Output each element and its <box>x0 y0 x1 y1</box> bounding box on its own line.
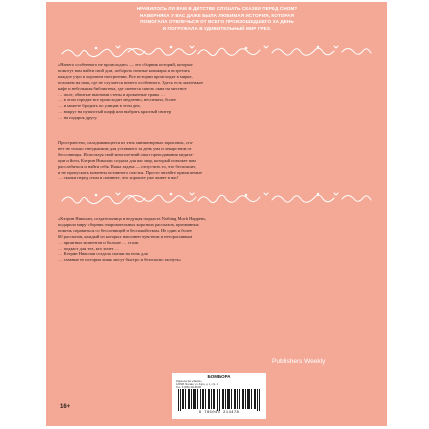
text-line: … в этом городке все происходит медленно, неспешно, более <box>58 97 176 103</box>
text-line: «Ничего особенного не происходит» — это сборник историй, которые <box>58 62 193 67</box>
text-line: и не пропускать моменты истинного счастья. Просто читайте прилагаемые <box>58 169 202 175</box>
publisher-barcode-block <box>172 373 266 419</box>
publisher-logo: БОМБОРА <box>207 374 231 379</box>
text-line: бессонницы. Используя свой многолетний опыт преподавания медита- <box>58 151 194 157</box>
text-line: помогут вам найти свой дом, побороть ночные кошмары и встретить <box>58 67 190 73</box>
text-line: … Кэтрин Николаи создала сказки на ночь для <box>58 251 148 257</box>
text-line: Пространство, складывающееся из этих миниатюрных зарисовок, ста- <box>58 140 194 145</box>
text-line: … подкаст для тех, кто хочет … <box>58 245 120 251</box>
publisher-info-line: Тел.: 8 (495) 411-68-86 <box>176 386 201 389</box>
text-line: ции и йоги, Кэтрин Николаи создала для вас мир, который поможет вам <box>58 157 196 163</box>
text-line: … на подарок другу. <box>58 115 98 121</box>
intro-line: И ПОГРУЖАЛА В УДИВИТЕЛЬНЫЙ МИР ГРЕЗ. <box>162 25 272 31</box>
quote-source: Publishers Weekly <box>272 358 326 365</box>
flourish-divider-icon <box>56 42 378 60</box>
publisher-info-line: Издательство «Эксмо» <box>176 380 202 383</box>
text-line: подарила миру сборник очаровательных коротких рассказов, призванных <box>58 221 199 227</box>
description-paragraph-2 <box>58 140 376 181</box>
text-line: 60 рассказов, каждый из которых наполнен чувством и неторопливым <box>58 233 193 239</box>
text-line: каждое утро в хорошем настроении. Все истории происходят в мирке, <box>58 73 193 79</box>
description-paragraph-1 <box>58 62 376 121</box>
publisher-info <box>176 380 262 389</box>
intro-block <box>54 6 380 32</box>
isbn-number: 9 785041 214478 <box>198 411 240 415</box>
barcode-icon <box>178 389 260 411</box>
review-quote <box>58 216 376 263</box>
text-line: … сказки перед сном и помните, что хорошее уже живет в вас! <box>58 175 179 181</box>
text-line: нет не только гнездышком для уставшего за день ума и лекарством от <box>58 145 192 151</box>
text-line: «Кэтрин Николаи, создательница и ведущая подкаста Nothing Much Happens, <box>58 216 206 221</box>
age-rating: 16+ <box>60 404 71 410</box>
text-line: похожем на наш, где не случается ничего особенного. Здесь есть маленькое <box>58 79 204 85</box>
text-line: расслабиться и найти себя. Ваша задача — отпустить то, что беспокоит, <box>58 163 196 169</box>
text-line: … и можете бродить по улицам в этом дне, <box>58 103 141 109</box>
text-line: … вокруг на пушистый шарф или выбрать красный свитер <box>58 109 171 115</box>
text-line: … главные ее истории лишь могут быстро и безопасно заснуть» <box>58 257 182 263</box>
intro-line: НРАВИЛОСЬ ЛИ ВАМ В ДЕТСТВЕ СЛУШАТЬ СКАЗКИ ПЕРЕД СНОМ? <box>136 6 298 11</box>
text-line: помочь справиться со бессонницей и беспокойством. Не один и более <box>58 227 192 233</box>
intro-line: ПОМОГАЛА ОТВЛЕЧЬСЯ ОТ ВСЕГО ПРОИЗОШЕДШЕГО ЗА ДЕНЬ <box>140 19 294 25</box>
flourish-divider-icon <box>56 189 378 207</box>
publisher-info-line: 123308, Москва, ул. Зорге, д. 1, стр. 1 <box>176 383 218 386</box>
text-line: … приятных моментов и больше … стали <box>58 239 139 245</box>
text-line: … поле, обвитые вьюнами стены и ароматные травы … <box>58 91 165 97</box>
back-cover <box>46 2 387 426</box>
text-line: кафе и небольшая библиотека, где смеются сквозь окна на местное <box>58 85 187 91</box>
intro-line: НАВЕРНЯКА У ВАС ДАЖЕ БЫЛА ЛЮБИМАЯ ИСТОРИЯ, КОТОРАЯ <box>139 12 294 18</box>
